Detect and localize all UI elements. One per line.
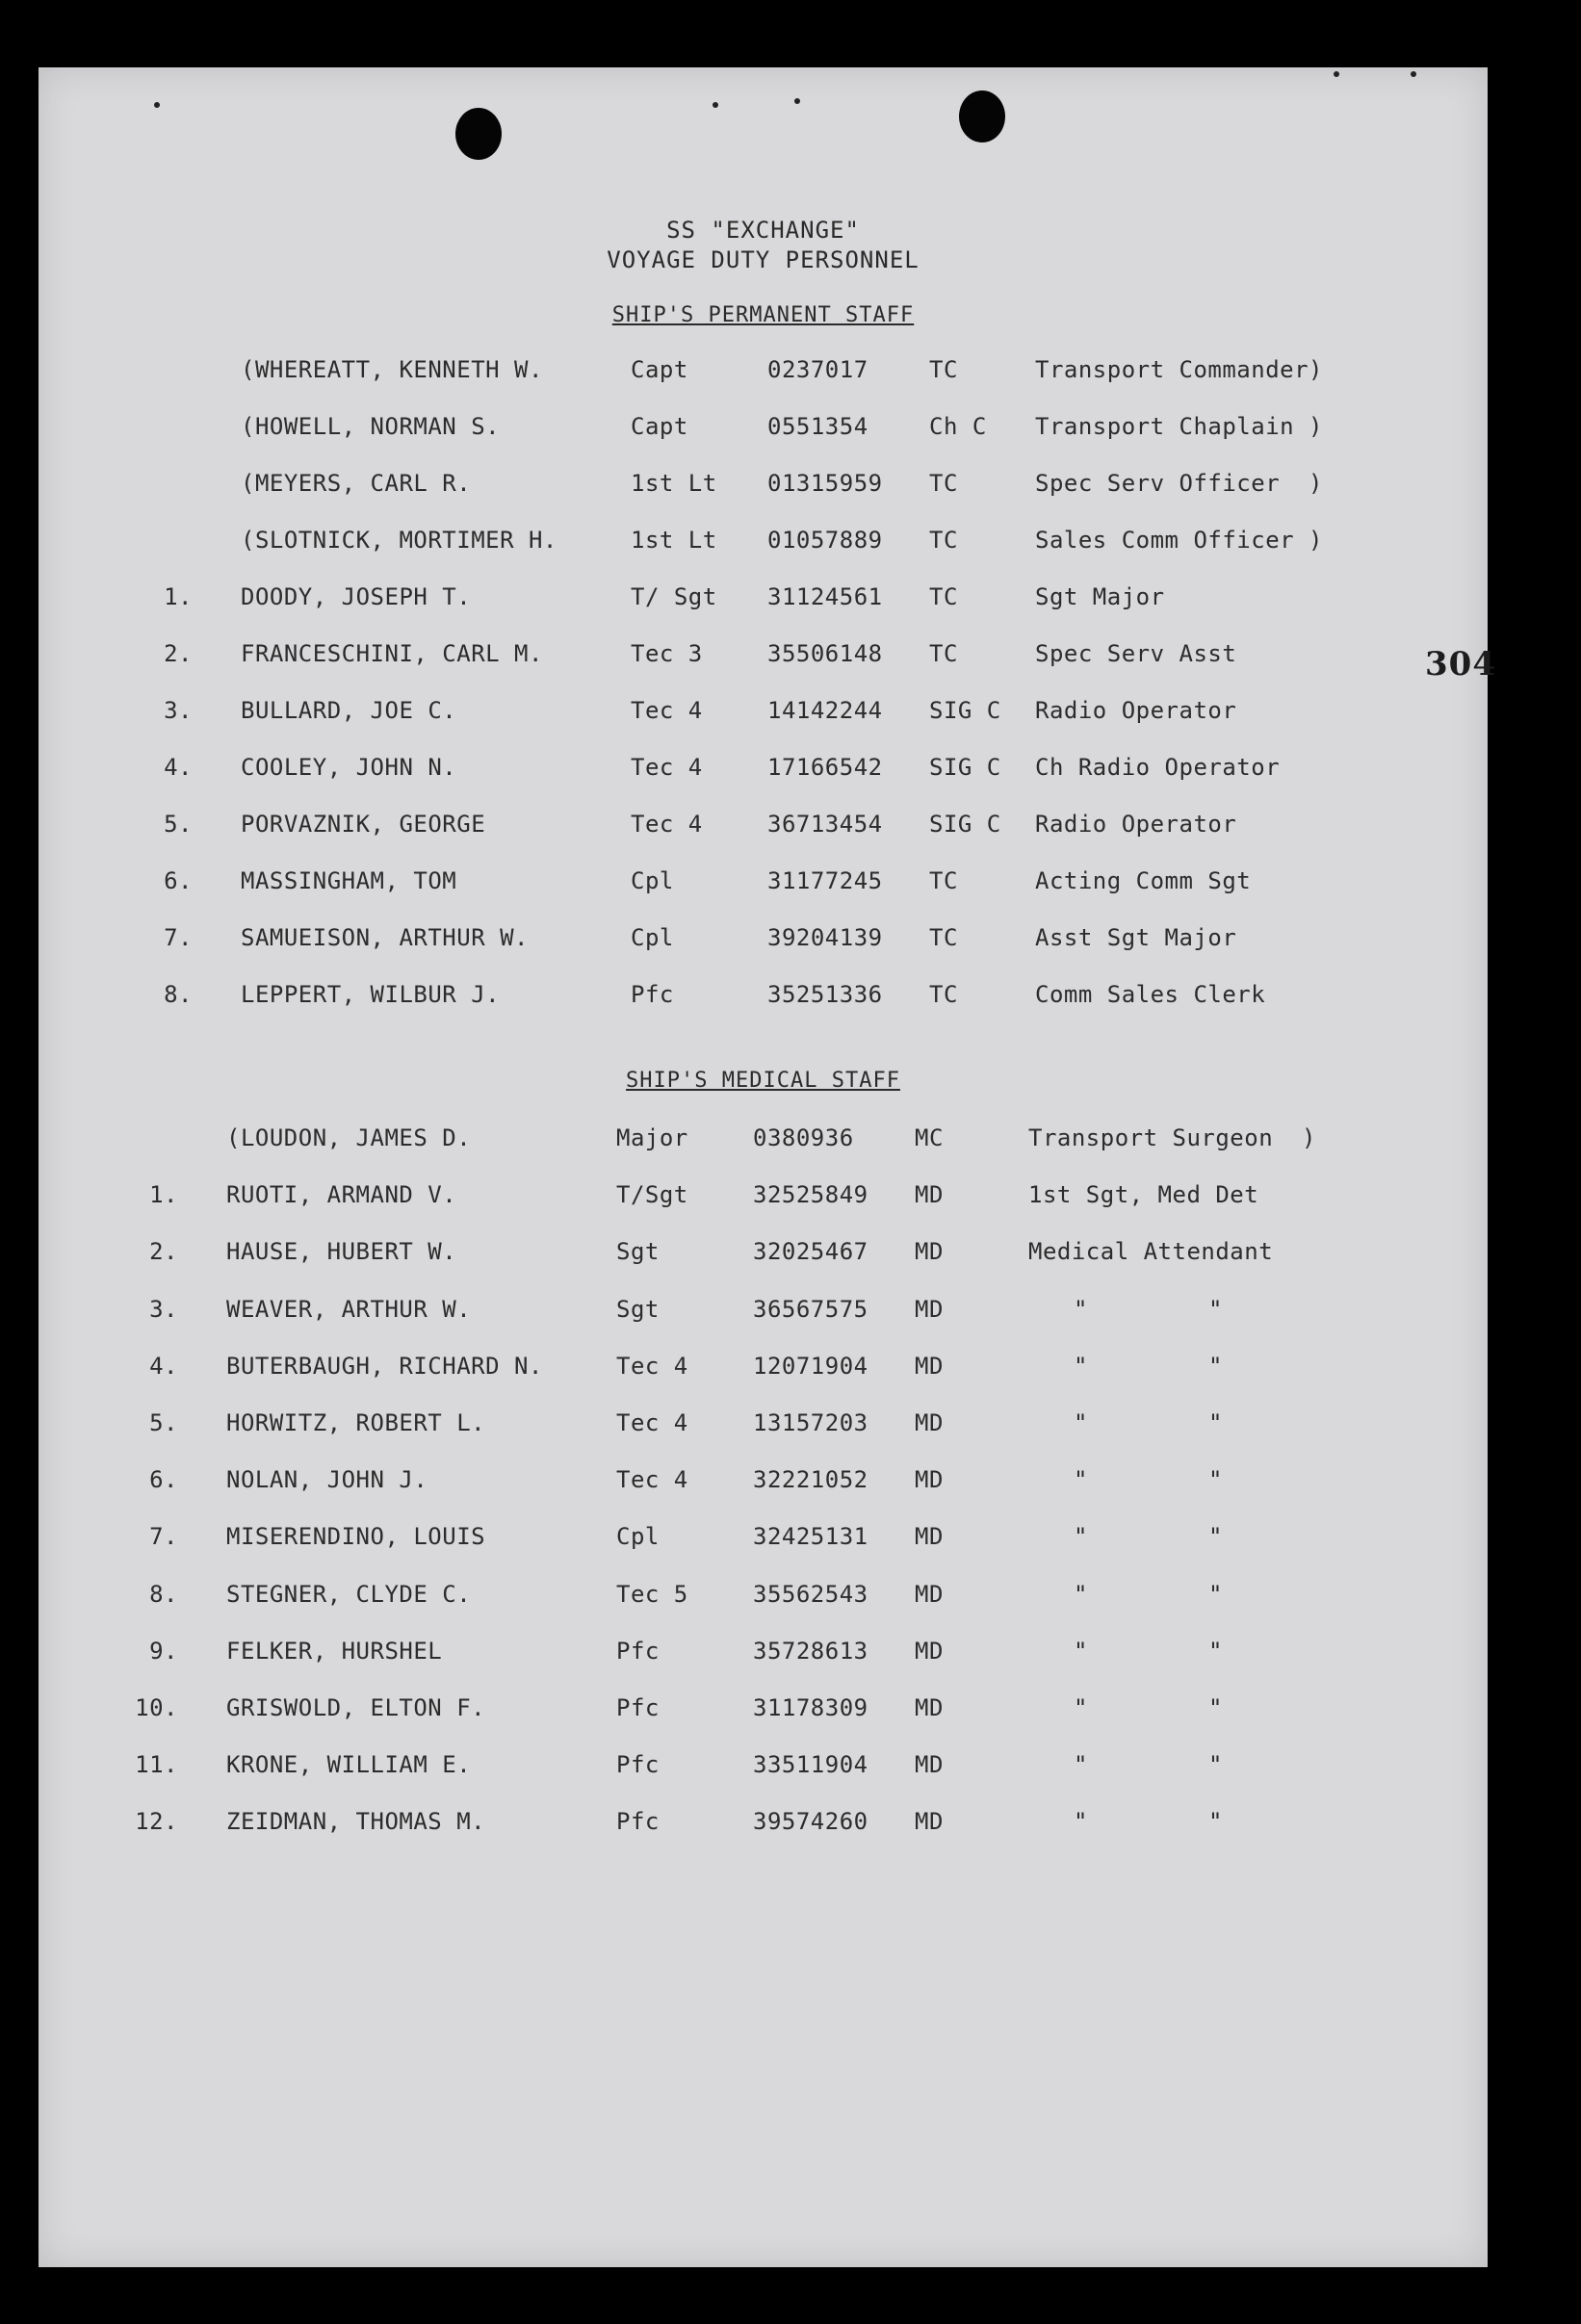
serial-number: 36713454 <box>767 811 883 838</box>
punch-hole-left <box>455 108 502 160</box>
ditto-mark: " <box>1074 1751 1088 1779</box>
row-number: 8. <box>149 1580 178 1608</box>
serial-number: 0380936 <box>753 1124 854 1151</box>
branch: MD <box>915 1352 944 1380</box>
duty-title: Ch Radio Operator <box>1035 754 1281 781</box>
table-row <box>39 356 1488 395</box>
paper-speck <box>1334 71 1339 77</box>
person-name: RUOTI, ARMAND V. <box>226 1181 457 1209</box>
row-number: 6. <box>164 867 193 894</box>
ditto-mark: " <box>1208 1409 1223 1436</box>
table-row <box>39 811 1488 849</box>
branch: MC <box>915 1124 944 1151</box>
person-name: COOLEY, JOHN N. <box>241 754 457 781</box>
serial-number: 36567575 <box>753 1295 868 1323</box>
rank: Pfc <box>616 1694 660 1721</box>
table-row <box>39 1238 1488 1277</box>
table-row <box>39 1296 1488 1334</box>
branch: MD <box>915 1751 944 1779</box>
serial-number: 32525849 <box>753 1181 868 1209</box>
ditto-mark: " <box>1074 1694 1088 1721</box>
rank: Tec 4 <box>631 697 703 724</box>
table-row <box>39 924 1488 963</box>
ditto-mark: " <box>1208 1808 1223 1836</box>
ditto-mark: " <box>1208 1523 1223 1551</box>
ditto-mark: " <box>1074 1352 1088 1380</box>
person-name: HORWITZ, ROBERT L. <box>226 1409 486 1436</box>
paper-speck <box>1411 71 1416 77</box>
duty-title: Spec Serv Officer ) <box>1035 470 1323 497</box>
serial-number: 32221052 <box>753 1466 868 1494</box>
rank: Tec 3 <box>631 640 703 667</box>
branch: TC <box>929 867 958 894</box>
duty-title: Spec Serv Asst <box>1035 640 1237 667</box>
branch: MD <box>915 1637 944 1665</box>
serial-number: 13157203 <box>753 1409 868 1436</box>
branch: TC <box>929 583 958 610</box>
person-name: KRONE, WILLIAM E. <box>226 1751 472 1779</box>
table-row <box>39 1523 1488 1562</box>
rank: Cpl <box>616 1523 660 1551</box>
medical-staff-title: SHIP'S MEDICAL STAFF <box>626 1069 900 1093</box>
rank: Pfc <box>616 1751 660 1779</box>
row-number: 7. <box>164 924 193 951</box>
row-number: 2. <box>164 640 193 667</box>
rank: Cpl <box>631 924 674 951</box>
paper-speck <box>794 98 800 104</box>
table-row <box>39 1808 1488 1846</box>
branch: TC <box>929 924 958 951</box>
serial-number: 31124561 <box>767 583 883 610</box>
rank: Pfc <box>616 1637 660 1665</box>
ditto-mark: " <box>1208 1751 1223 1779</box>
branch: MD <box>915 1409 944 1436</box>
row-number: 3. <box>164 697 193 724</box>
person-name: MISERENDINO, LOUIS <box>226 1523 486 1551</box>
rank: Major <box>616 1124 688 1151</box>
branch: MD <box>915 1466 944 1494</box>
rank: 1st Lt <box>631 527 717 554</box>
serial-number: 31178309 <box>753 1694 868 1721</box>
ditto-mark: " <box>1208 1694 1223 1721</box>
table-row <box>39 1124 1488 1163</box>
row-number: 2. <box>149 1238 178 1266</box>
serial-number: 35562543 <box>753 1580 868 1608</box>
rank: Capt <box>631 356 688 383</box>
branch: TC <box>929 470 958 497</box>
serial-number: 32025467 <box>753 1238 868 1266</box>
duty-title: Radio Operator <box>1035 697 1237 724</box>
person-name: FELKER, HURSHEL <box>226 1637 443 1665</box>
duty-title: Asst Sgt Major <box>1035 924 1237 951</box>
person-name: MASSINGHAM, TOM <box>241 867 457 894</box>
person-name: (MEYERS, CARL R. <box>241 470 472 497</box>
ditto-mark: " <box>1074 1409 1088 1436</box>
serial-number: 0237017 <box>767 356 868 383</box>
row-number: 8. <box>164 981 193 1008</box>
ditto-mark: " <box>1208 1466 1223 1494</box>
person-name: ZEIDMAN, THOMAS M. <box>226 1808 486 1836</box>
rank: Tec 4 <box>616 1352 688 1380</box>
table-row <box>39 1466 1488 1505</box>
row-number: 4. <box>149 1352 178 1380</box>
ditto-mark: " <box>1208 1352 1223 1380</box>
row-number: 6. <box>149 1466 178 1494</box>
table-row <box>39 1694 1488 1733</box>
rank: Tec 4 <box>631 754 703 781</box>
ditto-mark: " <box>1074 1466 1088 1494</box>
duty-title: Radio Operator <box>1035 811 1237 838</box>
table-row <box>39 981 1488 1020</box>
table-row <box>39 470 1488 508</box>
person-name: SAMUEISON, ARTHUR W. <box>241 924 529 951</box>
rank: Sgt <box>616 1238 660 1266</box>
branch: TC <box>929 527 958 554</box>
serial-number: 32425131 <box>753 1523 868 1551</box>
branch: MD <box>915 1523 944 1551</box>
person-name: PORVAZNIK, GEORGE <box>241 811 486 838</box>
duty-title: 1st Sgt, Med Det <box>1028 1181 1259 1209</box>
person-name: BUTERBAUGH, RICHARD N. <box>226 1352 543 1380</box>
serial-number: 35506148 <box>767 640 883 667</box>
rank: Capt <box>631 413 688 440</box>
table-row <box>39 640 1488 679</box>
duty-title: Sgt Major <box>1035 583 1165 610</box>
person-name: (HOWELL, NORMAN S. <box>241 413 501 440</box>
rank: Tec 4 <box>631 811 703 838</box>
duty-title: Comm Sales Clerk <box>1035 981 1266 1008</box>
rank: Cpl <box>631 867 674 894</box>
person-name: GRISWOLD, ELTON F. <box>226 1694 486 1721</box>
document-title: SS "EXCHANGE" <box>666 217 860 244</box>
serial-number: 17166542 <box>767 754 883 781</box>
table-row <box>39 754 1488 792</box>
serial-number: 14142244 <box>767 697 883 724</box>
branch: TC <box>929 640 958 667</box>
serial-number: 35728613 <box>753 1637 868 1665</box>
table-row <box>39 583 1488 622</box>
document-subtitle: VOYAGE DUTY PERSONNEL <box>607 246 920 273</box>
duty-title: Transport Surgeon ) <box>1028 1124 1316 1151</box>
rank: Tec 4 <box>616 1466 688 1494</box>
person-name: LEPPERT, WILBUR J. <box>241 981 501 1008</box>
person-name: STEGNER, CLYDE C. <box>226 1580 472 1608</box>
serial-number: 33511904 <box>753 1751 868 1779</box>
duty-title: Acting Comm Sgt <box>1035 867 1252 894</box>
rank: T/Sgt <box>616 1181 688 1209</box>
table-row <box>39 1409 1488 1448</box>
branch: MD <box>915 1238 944 1266</box>
table-row <box>39 1638 1488 1676</box>
branch: MD <box>915 1295 944 1323</box>
ditto-mark: " <box>1208 1580 1223 1608</box>
serial-number: 39574260 <box>753 1808 868 1836</box>
ditto-mark: " <box>1208 1295 1223 1323</box>
serial-number: 35251336 <box>767 981 883 1008</box>
branch: MD <box>915 1580 944 1608</box>
row-number: 5. <box>149 1409 178 1436</box>
duty-title: Sales Comm Officer ) <box>1035 527 1323 554</box>
duty-title: Transport Chaplain ) <box>1035 413 1323 440</box>
rank: 1st Lt <box>631 470 717 497</box>
person-name: NOLAN, JOHN J. <box>226 1466 428 1494</box>
row-number: 3. <box>149 1295 178 1323</box>
person-name: BULLARD, JOE C. <box>241 697 457 724</box>
page-number-stamp: 304 <box>1425 645 1496 684</box>
ditto-mark: " <box>1074 1580 1088 1608</box>
rank: Tec 5 <box>616 1580 688 1608</box>
table-row <box>39 867 1488 906</box>
table-row <box>39 413 1488 452</box>
person-name: FRANCESCHINI, CARL M. <box>241 640 543 667</box>
serial-number: 0551354 <box>767 413 868 440</box>
person-name: (SLOTNICK, MORTIMER H. <box>241 527 557 554</box>
rank: Tec 4 <box>616 1409 688 1436</box>
rank: Sgt <box>616 1295 660 1323</box>
rank: Pfc <box>616 1808 660 1836</box>
branch: MD <box>915 1694 944 1721</box>
table-row <box>39 527 1488 565</box>
branch: MD <box>915 1181 944 1209</box>
ditto-mark: " <box>1208 1637 1223 1665</box>
table-row <box>39 1181 1488 1220</box>
branch: TC <box>929 356 958 383</box>
table-row <box>39 1581 1488 1619</box>
punch-hole-right <box>959 90 1005 142</box>
serial-number: 01057889 <box>767 527 883 554</box>
person-name: WEAVER, ARTHUR W. <box>226 1295 472 1323</box>
row-number: 5. <box>164 811 193 838</box>
table-row <box>39 697 1488 736</box>
serial-number: 39204139 <box>767 924 883 951</box>
row-number: 7. <box>149 1523 178 1551</box>
row-number: 10. <box>135 1694 178 1721</box>
duty-title: Transport Commander) <box>1035 356 1323 383</box>
serial-number: 12071904 <box>753 1352 868 1380</box>
table-row <box>39 1353 1488 1391</box>
ditto-mark: " <box>1074 1637 1088 1665</box>
table-row <box>39 1751 1488 1790</box>
document-page <box>39 67 1496 2267</box>
rank: T/ Sgt <box>631 583 717 610</box>
row-number: 4. <box>164 754 193 781</box>
person-name: (LOUDON, JAMES D. <box>226 1124 472 1151</box>
serial-number: 01315959 <box>767 470 883 497</box>
row-number: 1. <box>149 1181 178 1209</box>
row-number: 12. <box>135 1808 178 1836</box>
ditto-mark: " <box>1074 1523 1088 1551</box>
branch: SIG C <box>929 754 1001 781</box>
ditto-mark: " <box>1074 1295 1088 1323</box>
branch: Ch C <box>929 413 987 440</box>
branch: TC <box>929 981 958 1008</box>
person-name: HAUSE, HUBERT W. <box>226 1238 457 1266</box>
branch: SIG C <box>929 697 1001 724</box>
rank: Pfc <box>631 981 674 1008</box>
row-number: 9. <box>149 1637 178 1665</box>
permanent-staff-title: SHIP'S PERMANENT STAFF <box>611 303 915 327</box>
paper-speck <box>713 102 718 108</box>
ditto-mark: " <box>1074 1808 1088 1836</box>
branch: MD <box>915 1808 944 1836</box>
branch: SIG C <box>929 811 1001 838</box>
row-number: 11. <box>135 1751 178 1779</box>
person-name: DOODY, JOSEPH T. <box>241 583 472 610</box>
paper-speck <box>154 102 160 108</box>
duty-title: Medical Attendant <box>1028 1238 1274 1266</box>
person-name: (WHEREATT, KENNETH W. <box>241 356 543 383</box>
serial-number: 31177245 <box>767 867 883 894</box>
row-number: 1. <box>164 583 193 610</box>
